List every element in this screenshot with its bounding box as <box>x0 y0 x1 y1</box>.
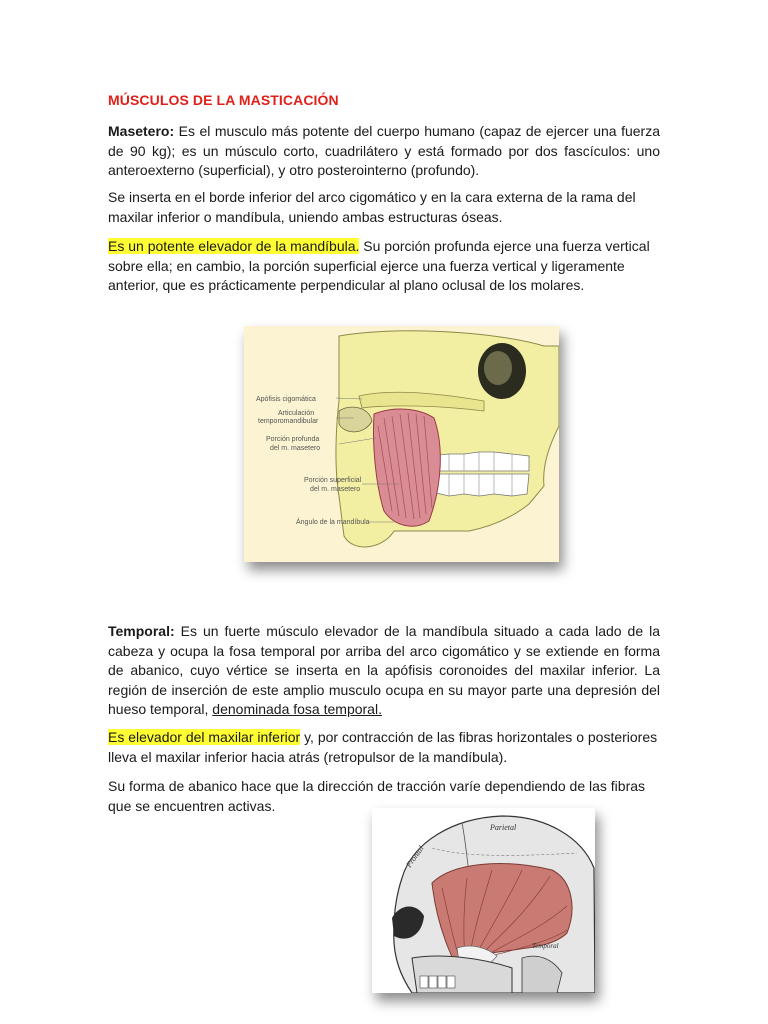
temporal-text-1: Es un fuerte músculo elevador de la mandíbula situado a cada lado de la cabeza y ocupa la fosa temporal por arriba del arco cigomático y se extiende en forma de abanico, cuyo vértice se inserta en la apófisis coronoides del maxilar inferior. La región de inserción de este amplio musculo ocupa en su mayor parte una depresión del hueso temporal, <box>108 623 660 717</box>
label-angulo: Ángulo de la mandíbula <box>296 519 370 526</box>
label-superficial-2: del m. masetero <box>310 486 361 493</box>
temporal-figure <box>372 808 595 993</box>
masetero-paragraph-1 <box>108 122 660 181</box>
masetero-text-3: Su porción profunda ejerce una fuerza vertical sobre ella; en cambio, la porción superficial ejerce una fuerza vertical y ligeramente anterior, que es prácticamente perpendicular al plano oclusal de los molares. <box>108 238 650 293</box>
temporal-heading: Temporal: <box>108 623 175 639</box>
temporal-underline: denominada fosa temporal. <box>212 701 382 717</box>
label-parietal: Parietal <box>490 823 517 832</box>
masetero-paragraph-3 <box>108 237 660 296</box>
label-articulacion-2: temporomandibular <box>258 418 319 425</box>
temporal-paragraph-1 <box>108 622 660 720</box>
masetero-figure <box>244 326 559 562</box>
masetero-diagram <box>244 326 559 562</box>
document-title: MÚSCULOS DE LA MASTICACIÓN <box>108 92 339 108</box>
masetero-heading: Masetero: <box>108 123 175 139</box>
label-profunda-2: del m. masetero <box>270 445 321 452</box>
temporal-diagram <box>372 808 595 993</box>
temporal-paragraph-2 <box>108 728 660 767</box>
masetero-highlight: Es un potente elevador de la mandíbula. <box>108 238 360 254</box>
label-profunda-1: Porción profunda <box>266 436 320 443</box>
temporal-text-2: y, por contracción de las fibras horizontales o posteriores lleva el maxilar inferior hacia atrás (retropulsor de la mandíbula). <box>108 729 658 765</box>
label-temporal: Temporal <box>532 942 559 950</box>
label-apofisis: Apófisis cigomática <box>256 396 316 403</box>
label-superficial-1: Porción superficial <box>304 477 362 484</box>
temporal-highlight: Es elevador del maxilar inferior <box>108 729 301 745</box>
label-frontal: Frontal <box>404 844 426 870</box>
label-articulacion-1: Articulación <box>278 410 315 417</box>
masetero-paragraph-2: Se inserta en el borde inferior del arco cigomático y en la cara externa de la rama del maxilar inferior o mandíbula, uniendo ambas estructuras óseas. <box>108 189 636 225</box>
masetero-text-1: Es el musculo más potente del cuerpo humano (capaz de ejercer una fuerza de 90 kg); es un músculo corto, cuadrilátero y está formado por dos fascículos: uno anteroexterno (superficial), y otro posterointerno (profundo). <box>108 123 660 178</box>
temporal-paragraph-3: Su forma de abanico hace que la dirección de tracción varíe dependiendo de las fibras que se encuentren activas. <box>108 778 646 814</box>
